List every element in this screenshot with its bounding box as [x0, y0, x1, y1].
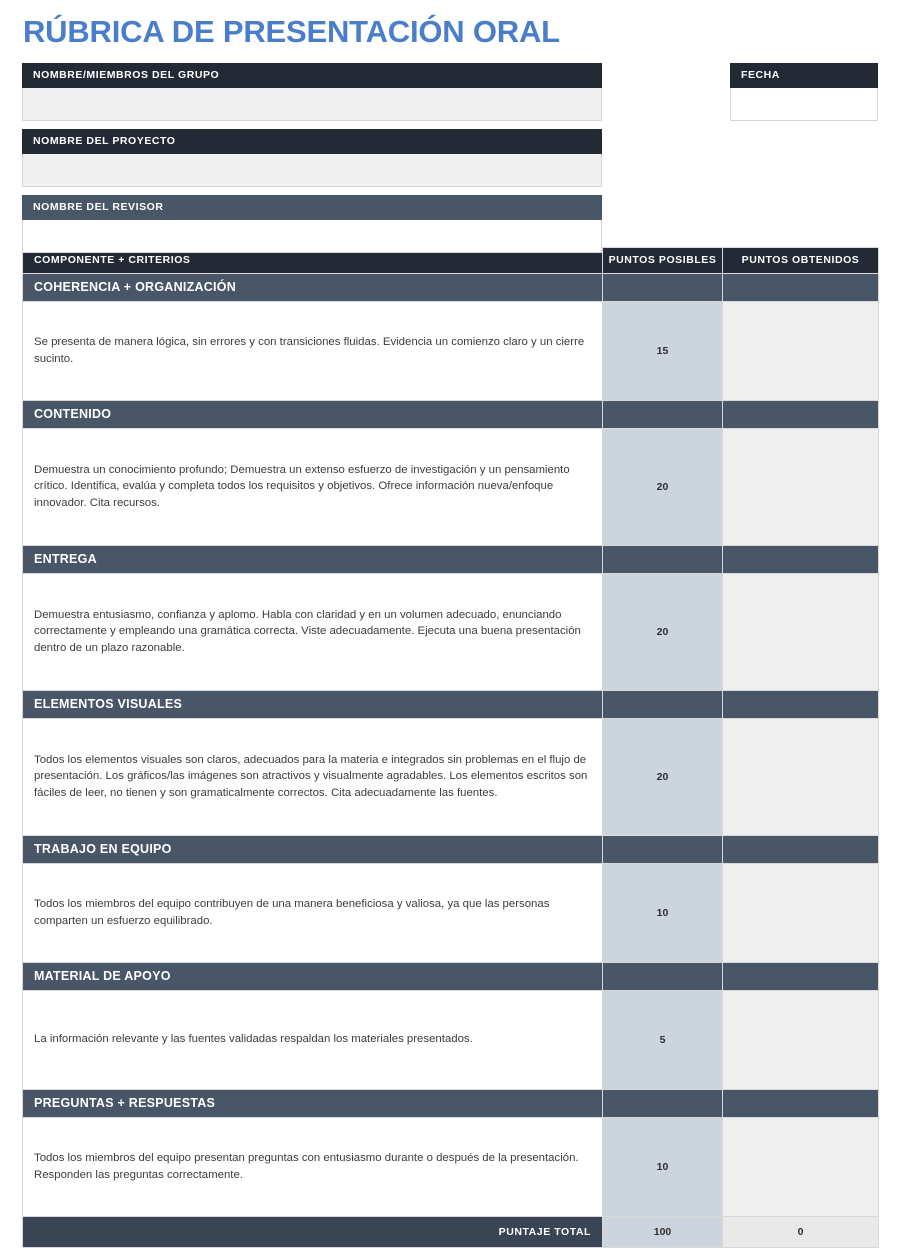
total-points-possible: 100 — [603, 1216, 723, 1247]
column-header-points-possible: PUNTOS POSIBLES — [603, 247, 723, 273]
label-fecha: FECHA — [730, 63, 878, 88]
spacer — [22, 187, 602, 195]
points-obtained-trabajo-en-equipo[interactable] — [723, 863, 879, 962]
table-row — [23, 1117, 879, 1216]
points-obtained-coherencia[interactable] — [723, 301, 879, 400]
section-spacer-obtained — [723, 1089, 879, 1117]
info-fields-column — [22, 63, 602, 253]
points-possible-contenido: 20 — [603, 428, 723, 545]
section-label-contenido: CONTENIDO — [23, 400, 603, 428]
date-field-block — [730, 63, 878, 121]
table-row — [23, 718, 879, 835]
input-nombre-miembros-del-grupo[interactable] — [22, 88, 602, 121]
label-nombre-miembros-del-grupo: NOMBRE/MIEMBROS DEL GRUPO — [22, 63, 602, 88]
section-label-elementos-visuales: ELEMENTOS VISUALES — [23, 690, 603, 718]
table-row — [23, 863, 879, 962]
section-spacer-obtained — [723, 962, 879, 990]
section-spacer-possible — [603, 400, 723, 428]
column-header-criteria: COMPONENTE + CRITERIOS — [23, 247, 603, 273]
section-spacer-possible — [603, 690, 723, 718]
section-label-coherencia: COHERENCIA + ORGANIZACIÓN — [23, 273, 603, 301]
table-row — [23, 428, 879, 545]
points-obtained-contenido[interactable] — [723, 428, 879, 545]
points-possible-trabajo-en-equipo: 10 — [603, 863, 723, 962]
section-row-material-de-apoyo — [23, 962, 879, 990]
section-spacer-possible — [603, 962, 723, 990]
label-nombre-del-proyecto: NOMBRE DEL PROYECTO — [22, 129, 602, 154]
section-spacer-obtained — [723, 545, 879, 573]
section-spacer-obtained — [723, 690, 879, 718]
section-label-entrega: ENTREGA — [23, 545, 603, 573]
points-obtained-material-de-apoyo[interactable] — [723, 990, 879, 1089]
table-row — [23, 990, 879, 1089]
spacer — [22, 121, 602, 129]
points-possible-preguntas-respuestas: 10 — [603, 1117, 723, 1216]
section-row-coherencia — [23, 273, 879, 301]
section-spacer-obtained — [723, 273, 879, 301]
section-row-elementos-visuales — [23, 690, 879, 718]
criteria-description-material-de-apoyo: La información relevante y las fuentes validadas respaldan los materiales presentados. — [23, 990, 603, 1089]
input-nombre-del-revisor[interactable] — [22, 220, 602, 253]
section-row-contenido — [23, 400, 879, 428]
section-spacer-possible — [603, 273, 723, 301]
criteria-description-coherencia: Se presenta de manera lógica, sin errores y con transiciones fluidas. Evidencia un comienzo claro y un cierre sucinto. — [23, 301, 603, 400]
section-spacer-obtained — [723, 400, 879, 428]
section-spacer-possible — [603, 545, 723, 573]
points-possible-material-de-apoyo: 5 — [603, 990, 723, 1089]
points-obtained-entrega[interactable] — [723, 573, 879, 690]
criteria-description-elementos-visuales: Todos los elementos visuales son claros, adecuados para la materia e integrados sin problemas en el flujo de presentación. Los gráficos/las imágenes son atractivos y visualmente agradables. Los elementos escritos son fáciles de leer, no tienen y son gramaticalmente correctos. Cita adecuadamente las fuentes. — [23, 718, 603, 835]
section-spacer-obtained — [723, 835, 879, 863]
section-label-material-de-apoyo: MATERIAL DE APOYO — [23, 962, 603, 990]
input-nombre-del-proyecto[interactable] — [22, 154, 602, 187]
section-label-trabajo-en-equipo: TRABAJO EN EQUIPO — [23, 835, 603, 863]
criteria-description-trabajo-en-equipo: Todos los miembros del equipo contribuyen de una manera beneficiosa y valiosa, ya que las personas comparten un esfuerzo equilibrado. — [23, 863, 603, 962]
input-fecha[interactable] — [730, 88, 878, 121]
criteria-description-preguntas-respuestas: Todos los miembros del equipo presentan preguntas con entusiasmo durante o después de la presentación. Responden las preguntas correctamente. — [23, 1117, 603, 1216]
section-label-preguntas-respuestas: PREGUNTAS + RESPUESTAS — [23, 1089, 603, 1117]
section-row-trabajo-en-equipo — [23, 835, 879, 863]
criteria-description-contenido: Demuestra un conocimiento profundo; Demuestra un extenso esfuerzo de investigación y un pensamiento crítico. Identifica, evalúa y completa todos los requisitos y objetivos. Ofrece información nueva/enfoque innovador. Cita recursos. — [23, 428, 603, 545]
total-row — [23, 1216, 879, 1247]
table-row — [23, 573, 879, 690]
section-row-entrega — [23, 545, 879, 573]
header-info-block — [22, 63, 878, 231]
points-possible-coherencia: 15 — [603, 301, 723, 400]
section-spacer-possible — [603, 1089, 723, 1117]
label-nombre-del-revisor: NOMBRE DEL REVISOR — [22, 195, 602, 220]
points-obtained-preguntas-respuestas[interactable] — [723, 1117, 879, 1216]
points-possible-elementos-visuales: 20 — [603, 718, 723, 835]
column-header-points-obtained: PUNTOS OBTENIDOS — [723, 247, 879, 273]
total-label: PUNTAJE TOTAL — [23, 1216, 603, 1247]
rubric-table — [22, 247, 879, 1248]
total-points-obtained: 0 — [723, 1216, 879, 1247]
points-possible-entrega: 20 — [603, 573, 723, 690]
page-title: RÚBRICA DE PRESENTACIÓN ORAL — [23, 14, 560, 49]
points-obtained-elementos-visuales[interactable] — [723, 718, 879, 835]
criteria-description-entrega: Demuestra entusiasmo, confianza y aplomo. Habla con claridad y en un volumen adecuado, enunciando correctamente y empleando una gramática correcta. Viste adecuadamente. Ejecuta una buena presentación dentro de un plazo razonable. — [23, 573, 603, 690]
section-row-preguntas-respuestas — [23, 1089, 879, 1117]
table-row — [23, 301, 879, 400]
section-spacer-possible — [603, 835, 723, 863]
